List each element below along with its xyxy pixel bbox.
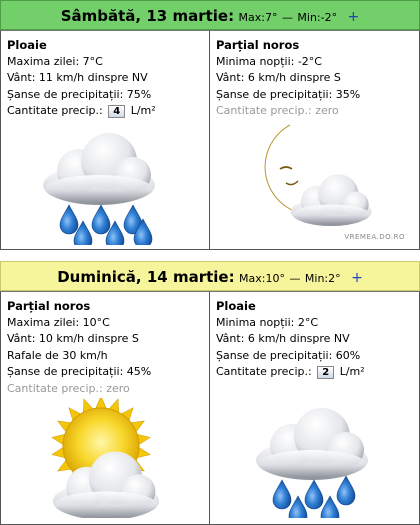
day-date: Duminică, 14 martie <box>57 268 229 286</box>
expand-button[interactable]: + <box>347 9 360 25</box>
day-header: Sâmbătă, 13 martie: Max:7° — Min:-2° + <box>0 0 420 30</box>
detail-line: Vânt: 10 km/h dinspre S <box>7 332 139 345</box>
min-value: -2° <box>320 11 338 24</box>
min-label: Min: <box>304 272 329 285</box>
rain-cloud-icon <box>39 123 169 245</box>
precip-badge: 2 <box>317 366 334 379</box>
night-column <box>209 30 420 250</box>
detail-line: Vânt: 6 km/h dinspre NV <box>216 332 350 345</box>
precip-badge: 4 <box>108 105 125 118</box>
detail-line: Vânt: 11 km/h dinspre NV <box>7 71 148 84</box>
detail-line: Șanse de precipitații: 60% <box>216 348 361 362</box>
rain-cloud-icon <box>252 398 382 518</box>
expand-button[interactable]: + <box>351 270 363 286</box>
forecast-day-1 <box>0 0 420 250</box>
dash: — <box>281 11 293 24</box>
condition-title: Parțial noros <box>7 299 91 313</box>
day-header: Duminică, 14 martie: Max:10° — Min:2° + <box>0 261 420 291</box>
detail-line: Maxima zilei: 7°C <box>7 54 103 68</box>
forecast-day-2 <box>0 261 420 525</box>
detail-line: Maxima zilei: 10°C <box>7 315 110 329</box>
sun-cloud-icon <box>39 398 169 518</box>
precip-line: Cantitate precip.: 4 L/m² <box>7 104 156 117</box>
day-column <box>0 291 210 525</box>
watermark: VREMEA.DO.RO <box>344 232 405 241</box>
day-column <box>0 30 210 250</box>
max-value: 7° <box>264 11 278 24</box>
detail-line: Șanse de precipitații: 45% <box>7 365 152 378</box>
min-label: Min: <box>297 11 321 24</box>
detail-line: Șanse de precipitații: 75% <box>7 87 152 101</box>
detail-line: Rafale de 30 km/h <box>7 348 108 362</box>
moon-cloud-icon <box>250 121 380 231</box>
detail-line: Minima nopții: 2°C <box>216 315 319 329</box>
precip-line: Cantitate precip.: zero <box>7 381 130 395</box>
max-value: 10° <box>265 272 285 285</box>
precip-line: Cantitate precip.: zero <box>216 104 339 117</box>
detail-line: Minima nopții: -2°C <box>216 54 322 68</box>
max-label: Max: <box>239 272 266 285</box>
min-value: 2° <box>328 272 341 285</box>
condition-title: Ploaie <box>216 299 256 313</box>
max-label: Max: <box>238 11 265 24</box>
precip-line: Cantitate precip.: 2 L/m² <box>216 365 365 378</box>
dash: — <box>289 272 301 285</box>
day-date: Sâmbătă, 13 martie <box>60 7 229 25</box>
condition-title: Ploaie <box>7 38 47 52</box>
condition-title: Parțial noros <box>216 38 300 52</box>
night-column <box>209 291 420 525</box>
detail-line: Vânt: 6 km/h dinspre S <box>216 71 341 84</box>
detail-line: Șanse de precipitații: 35% <box>216 87 361 101</box>
